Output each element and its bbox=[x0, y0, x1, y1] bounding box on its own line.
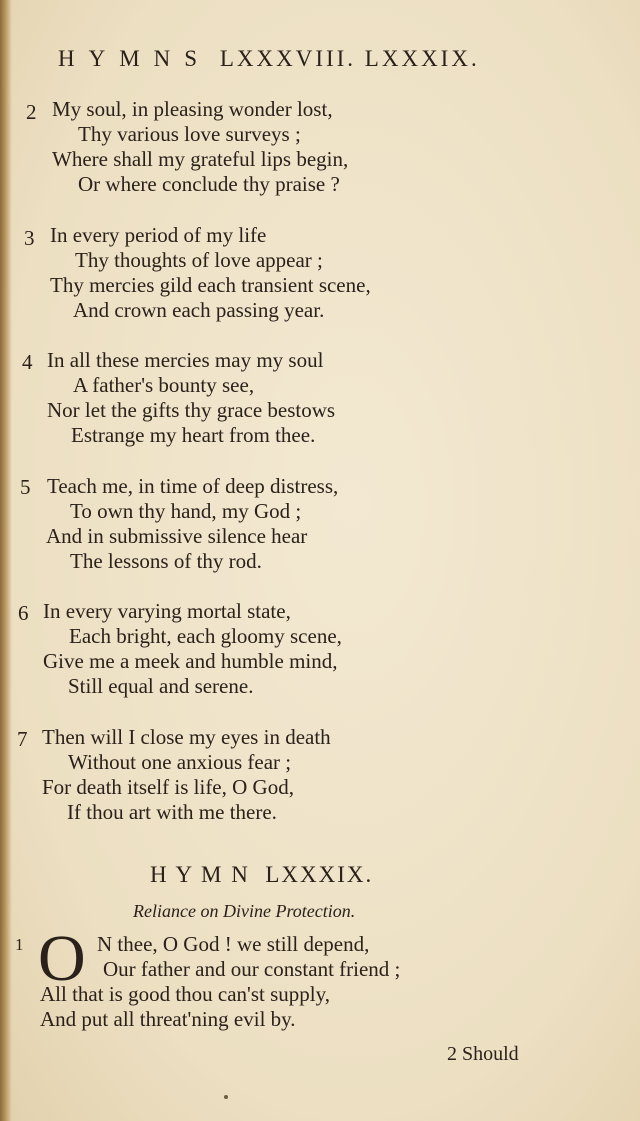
verse-line: Nor let the gifts thy grace bestows bbox=[47, 398, 336, 422]
verse-line: Each bright, each gloomy scene, bbox=[69, 624, 342, 648]
verse-line: And crown each passing year. bbox=[73, 298, 325, 322]
verse-line: A father's bounty see, bbox=[73, 373, 255, 397]
verse-line: All that is good thou can'st supply, bbox=[40, 982, 330, 1006]
verse-line: Teach me, in time of deep distress, bbox=[47, 474, 339, 498]
running-head bbox=[58, 46, 528, 72]
verse-line: In every varying mortal state, bbox=[43, 599, 291, 623]
verse-line: The lessons of thy rod. bbox=[70, 549, 262, 573]
catchword: 2 Should bbox=[447, 1043, 519, 1065]
verse-line: Without one anxious fear ; bbox=[68, 750, 292, 774]
page-gutter-shadow bbox=[0, 0, 12, 1121]
stanza-number: 5 bbox=[20, 475, 31, 499]
verse-line: Our father and our constant friend ; bbox=[103, 957, 401, 981]
verse-line: Thy mercies gild each transient scene, bbox=[50, 273, 371, 297]
drop-cap: O bbox=[38, 922, 86, 995]
verse-line: And in submissive silence hear bbox=[46, 524, 308, 548]
verse-line: For death itself is life, O God, bbox=[42, 775, 294, 799]
verse-line: Or where conclude thy praise ? bbox=[78, 172, 340, 196]
hymn-title: H Y M N LXXXIX. bbox=[150, 862, 374, 887]
verse-line: In all these mercies may my soul bbox=[47, 348, 324, 372]
stanza-number: 4 bbox=[22, 350, 33, 374]
verse-line: And put all threat'ning evil by. bbox=[40, 1007, 296, 1031]
verse-line: Estrange my heart from thee. bbox=[71, 423, 316, 447]
running-head-numbers: LXXXVIII. LXXXIX. bbox=[219, 46, 480, 71]
hymn-subtitle: Reliance on Divine Protection. bbox=[133, 901, 356, 921]
verse-line: N thee, O God ! we still depend, bbox=[97, 932, 370, 956]
verse-line: In every period of my life bbox=[50, 223, 267, 247]
verse-line: Thy thoughts of love appear ; bbox=[75, 248, 323, 272]
running-head-word: HYMNS bbox=[58, 46, 212, 71]
verse-line: Give me a meek and humble mind, bbox=[43, 649, 338, 673]
stanza-number: 7 bbox=[17, 727, 28, 751]
verse-line: Then will I close my eyes in death bbox=[42, 725, 331, 749]
verse-line: Where shall my grateful lips begin, bbox=[52, 147, 349, 171]
verse-line: To own thy hand, my God ; bbox=[70, 499, 302, 523]
verse-line: If thou art with me there. bbox=[67, 800, 277, 824]
stanza-number: 3 bbox=[24, 226, 35, 250]
stanza-number: 2 bbox=[26, 100, 37, 124]
verse-line: Still equal and serene. bbox=[68, 674, 254, 698]
verse-line: Thy various love surveys ; bbox=[78, 122, 301, 146]
verse-line: My soul, in pleasing wonder lost, bbox=[52, 97, 333, 121]
stanza-number: 1 bbox=[15, 935, 24, 954]
ink-speck bbox=[224, 1095, 228, 1099]
stanza-number: 6 bbox=[18, 601, 29, 625]
